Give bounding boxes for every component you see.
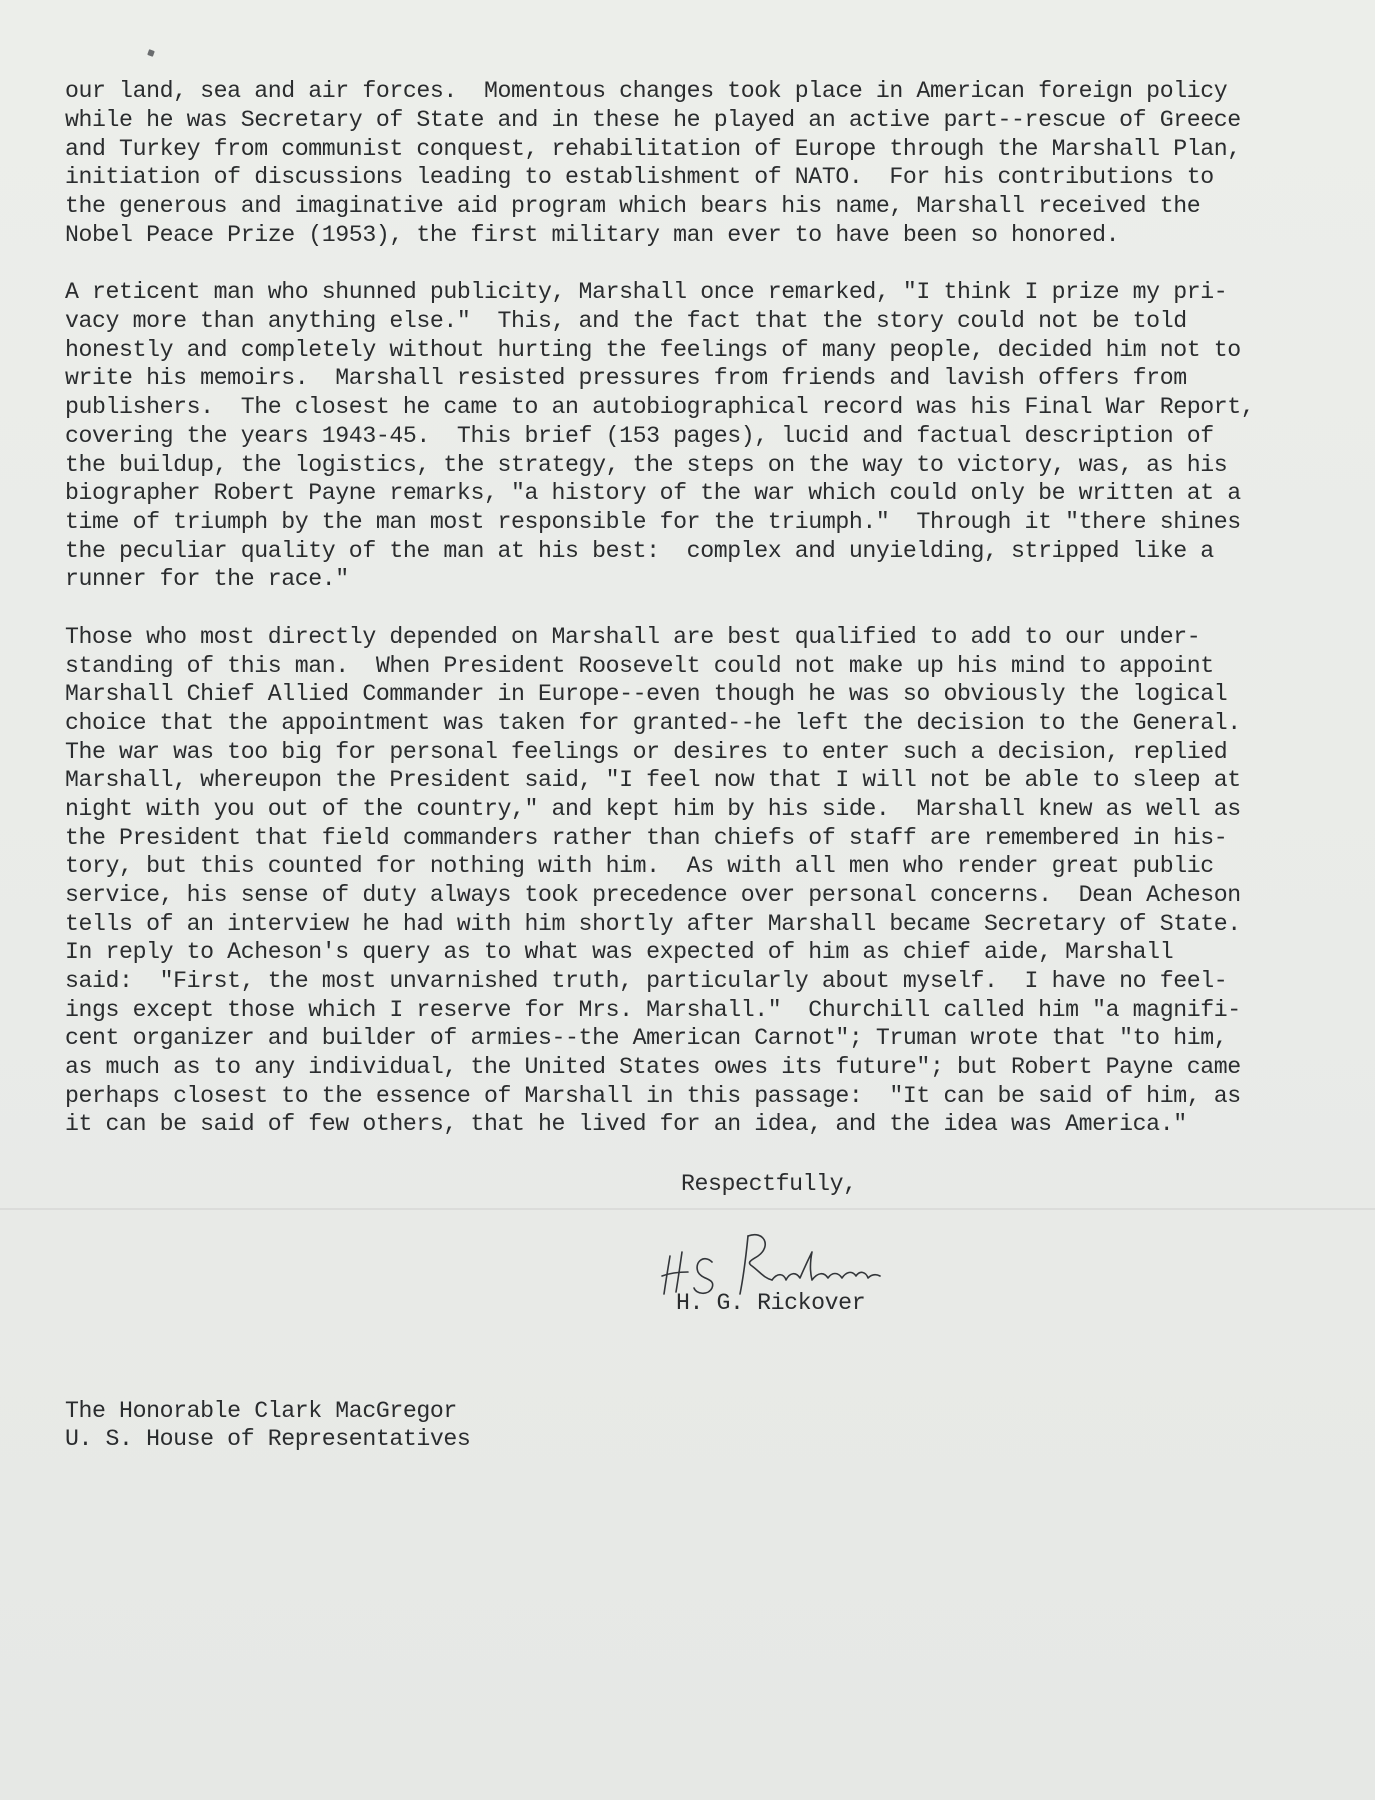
recipient-name: The Honorable Clark MacGregor	[65, 1398, 457, 1424]
text-line: publishers. The closest he came to an autobiographical record was his Final War Report,	[65, 394, 1255, 420]
text-line: write his memoirs. Marshall resisted pressures from friends and lavish offers from	[65, 365, 1187, 391]
signature-image	[660, 1228, 910, 1298]
text-line: time of triumph by the man most responsible for the triumph." Through it "there shines	[65, 509, 1241, 535]
text-line: standing of this man. When President Roosevelt could not make up his mind to appoint	[65, 653, 1214, 679]
text-line: covering the years 1943-45. This brief (153 pages), lucid and factual description of	[65, 423, 1214, 449]
text-line: tory, but this counted for nothing with him. As with all men who render great public	[65, 853, 1214, 879]
text-line: as much as to any individual, the United States owes its future"; but Robert Payne came	[65, 1054, 1241, 1080]
text-line: cent organizer and builder of armies--the American Carnot"; Truman wrote that "to him,	[65, 1025, 1228, 1051]
text-line: choice that the appointment was taken for granted--he left the decision to the General.	[65, 710, 1241, 736]
text-line: ings except those which I reserve for Mrs. Marshall." Churchill called him "a magnifi-	[65, 997, 1241, 1023]
closing: Respectfully,	[681, 1171, 857, 1197]
text-line: while he was Secretary of State and in these he played an active part--rescue of Greece	[65, 107, 1241, 133]
text-line: Those who most directly depended on Marshall are best qualified to add to our under-	[65, 624, 1201, 650]
paper-fold	[0, 1208, 1375, 1210]
text-line: the peculiar quality of the man at his best: complex and unyielding, stripped like a	[65, 538, 1214, 564]
signer-name: H. G. Rickover	[676, 1290, 866, 1316]
text-line: honestly and completely without hurting the feelings of many people, decided him not to	[65, 337, 1241, 363]
text-line: vacy more than anything else." This, and the fact that the story could not be told	[65, 308, 1187, 334]
text-line: Nobel Peace Prize (1953), the first military man ever to have been so honored.	[65, 222, 1120, 248]
text-line: the generous and imaginative aid program which bears his name, Marshall received the	[65, 193, 1201, 219]
text-line: our land, sea and air forces. Momentous changes took place in American foreign policy	[65, 78, 1228, 104]
paper-speck	[147, 49, 155, 57]
text-line: Marshall Chief Allied Commander in Europe--even though he was so obviously the logical	[65, 681, 1228, 707]
text-line: the President that field commanders rather than chiefs of staff are remembered in his-	[65, 825, 1228, 851]
text-line: tells of an interview he had with him shortly after Marshall became Secretary of State.	[65, 911, 1241, 937]
text-line: the buildup, the logistics, the strategy, the steps on the way to victory, was, as his	[65, 452, 1228, 478]
text-line: The war was too big for personal feelings or desires to enter such a decision, replied	[65, 739, 1228, 765]
text-line: In reply to Acheson's query as to what was expected of him as chief aide, Marshall	[65, 939, 1174, 965]
text-line: said: "First, the most unvarnished truth, particularly about myself. I have no feel-	[65, 968, 1228, 994]
text-line: perhaps closest to the essence of Marshall in this passage: "It can be said of him, as	[65, 1083, 1241, 1109]
text-line: runner for the race."	[65, 566, 349, 592]
text-line: night with you out of the country," and kept him by his side. Marshall knew as well as	[65, 796, 1241, 822]
text-line: biographer Robert Payne remarks, "a history of the war which could only be written at a	[65, 480, 1241, 506]
text-line: it can be said of few others, that he lived for an idea, and the idea was America."	[65, 1111, 1187, 1137]
text-line: and Turkey from communist conquest, rehabilitation of Europe through the Marshall Plan,	[65, 136, 1241, 162]
text-line: service, his sense of duty always took precedence over personal concerns. Dean Acheson	[65, 882, 1241, 908]
text-line: Marshall, whereupon the President said, "I feel now that I will not be able to sleep at	[65, 767, 1241, 793]
recipient-office: U. S. House of Representatives	[65, 1426, 471, 1452]
text-line: initiation of discussions leading to establishment of NATO. For his contributions to	[65, 164, 1214, 190]
text-line: A reticent man who shunned publicity, Marshall once remarked, "I think I prize my pri-	[65, 279, 1228, 305]
